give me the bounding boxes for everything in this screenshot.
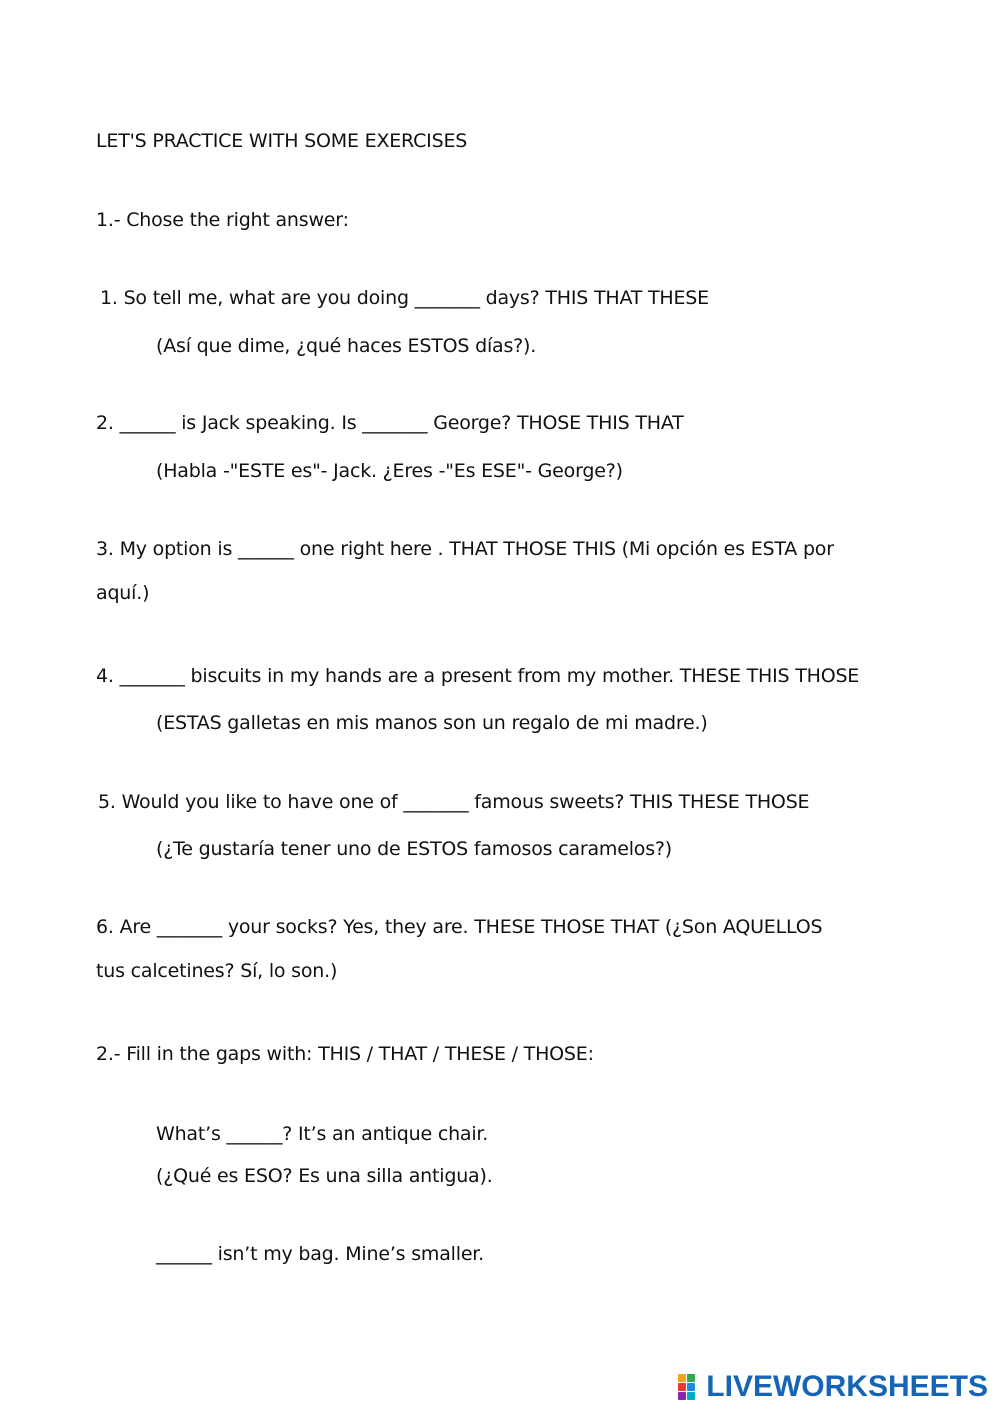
- fill-gap-translation-1: (¿Qué es ESO? Es una silla antigua).: [156, 1165, 493, 1187]
- exercise3-question-line1: 3. My option is ______ one right here . THAT THOSE THIS (Mi opción es ESTA por: [96, 538, 834, 560]
- section2-heading: 2.- Fill in the gaps with: THIS / THAT / THESE / THOSE:: [96, 1043, 594, 1065]
- exercise5-question: 5. Would you like to have one of _______ famous sweets? THIS THESE THOSE: [98, 791, 810, 813]
- exercise2-question: 2. ______ is Jack speaking. Is _______ George? THOSE THIS THAT: [96, 412, 684, 434]
- exercise3-question-line2: aquí.): [96, 582, 150, 604]
- section1-heading: 1.- Chose the right answer:: [96, 209, 349, 231]
- exercise6-question-line2: tus calcetines? Sí, lo son.): [96, 960, 338, 982]
- exercise1-question: 1. So tell me, what are you doing _______ days? THIS THAT THESE: [100, 287, 709, 309]
- fill-gap-sentence-2: ______ isn’t my bag. Mine’s smaller.: [156, 1243, 485, 1265]
- liveworksheets-logo: [678, 1372, 988, 1402]
- exercise6-question-line1: 6. Are _______ your socks? Yes, they are. THESE THOSE THAT (¿Son AQUELLOS: [96, 916, 823, 938]
- exercise1-translation: (Así que dime, ¿qué haces ESTOS días?).: [156, 335, 537, 357]
- exercise5-translation: (¿Te gustaría tener uno de ESTOS famosos caramelos?): [156, 838, 673, 860]
- exercise2-translation: (Habla -"ESTE es"- Jack. ¿Eres -"Es ESE"- George?): [156, 460, 623, 482]
- page-title: LET'S PRACTICE WITH SOME EXERCISES: [96, 130, 468, 152]
- logo-text: LIVEWORKSHEETS: [706, 1370, 988, 1403]
- liveworksheets-logo-icon: [678, 1374, 702, 1400]
- exercise4-question: 4. _______ biscuits in my hands are a present from my mother. THESE THIS THOSE: [96, 665, 860, 687]
- exercise4-translation: (ESTAS galletas en mis manos son un regalo de mi madre.): [156, 712, 708, 734]
- fill-gap-sentence-1: What’s ______? It’s an antique chair.: [156, 1123, 489, 1145]
